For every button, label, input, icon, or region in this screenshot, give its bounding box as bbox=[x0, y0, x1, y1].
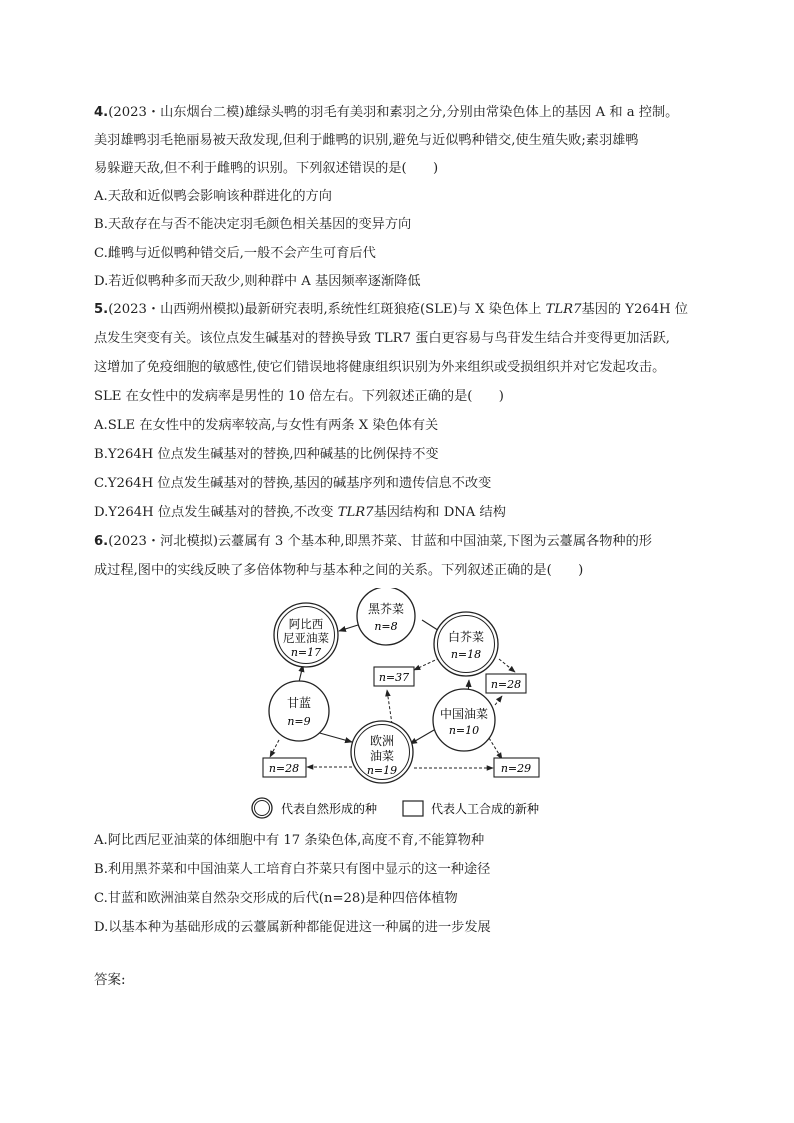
box-n28-right bbox=[486, 674, 526, 693]
q4-option-c: C.雌鸭与近似鸭种错交后,一般不会产生可育后代 bbox=[94, 246, 376, 261]
svg-text:n=19: n=19 bbox=[366, 764, 398, 777]
q4-option-a: A.天敌和近似鸭会影响该种群进化的方向 bbox=[94, 189, 332, 204]
q5-option-a: A.SLE 在女性中的发病率较高,与女性有两条 X 染色体有关 bbox=[94, 418, 439, 433]
q4-option-b: B.天敌存在与否不能决定羽毛颜色相关基因的变异方向 bbox=[94, 217, 412, 232]
box-n29 bbox=[494, 758, 539, 777]
q4-stem-line-3: 易躲避天敌,但不利于雌鸭的识别。下列叙述错误的是( ) bbox=[94, 161, 439, 176]
q5-stem-line-4: SLE 在女性中的发病率是男性的 10 倍左右。下列叙述正确的是( ) bbox=[94, 389, 504, 404]
svg-text:n=37: n=37 bbox=[378, 671, 410, 684]
svg-text:甘蓝: 甘蓝 bbox=[286, 696, 312, 710]
legend-artificial-label: 代表人工合成的新种 bbox=[431, 802, 540, 816]
gene-name: TLR7 bbox=[545, 302, 582, 317]
q4-number: 4. bbox=[94, 105, 109, 120]
svg-text:欧洲: 欧洲 bbox=[369, 734, 395, 748]
svg-text:中国油菜: 中国油菜 bbox=[439, 707, 489, 721]
node-abixiya bbox=[274, 603, 338, 667]
q5-option-c: C.Y264H 位点发生碱基对的替换,基因的碱基序列和遗传信息不改变 bbox=[94, 476, 492, 491]
q5-number: 5. bbox=[94, 302, 109, 317]
q6-option-b: B.利用黑芥菜和中国油菜人工培育白芥菜只有图中显示的这一种途径 bbox=[94, 862, 491, 877]
q4-stem-line-2: 美羽雄鸭羽毛艳丽易被天敌发现,但利于雌鸭的识别,避免与近似鸭种错交,使生殖失败;素羽雄鸭 bbox=[94, 133, 639, 148]
q4-option-d: D.若近似鸭种多而天敌少,则种群中 A 基因频率逐渐降低 bbox=[94, 274, 421, 289]
svg-text:n=29: n=29 bbox=[500, 762, 532, 775]
node-ouzhou bbox=[351, 721, 413, 783]
svg-text:n=17: n=17 bbox=[290, 646, 322, 659]
box-n28-left bbox=[263, 758, 306, 777]
brassica-diagram bbox=[0, 588, 794, 828]
node-ganlan bbox=[269, 681, 329, 741]
q5-option-b: B.Y264H 位点发生碱基对的替换,四种碱基的比例保持不变 bbox=[94, 447, 439, 462]
legend-natural-label: 代表自然形成的种 bbox=[281, 802, 378, 816]
gene-name: TLR7 bbox=[337, 505, 374, 520]
q4-stem-line-1: 4.(2023・山东烟台二模)雄绿头鸭的羽毛有美羽和素羽之分,分别由常染色体上的基因 A 和 a 控制。 bbox=[94, 105, 679, 120]
q6-source: (2023・河北模拟) bbox=[108, 534, 218, 549]
q5-source: (2023・山西朔州模拟) bbox=[108, 302, 245, 317]
box-n37 bbox=[374, 667, 414, 686]
svg-text:黑芥菜: 黑芥菜 bbox=[367, 602, 405, 616]
q5-stem-line-2: 点发生突变有关。该位点发生碱基对的替换导致 TLR7 蛋白更容易与鸟苷发生结合并变得更加活跃, bbox=[94, 331, 670, 346]
svg-text:n=18: n=18 bbox=[450, 648, 482, 661]
q4-source: (2023・山东烟台二模) bbox=[108, 105, 245, 120]
svg-text:n=8: n=8 bbox=[374, 620, 398, 633]
q6-number: 6. bbox=[94, 534, 109, 549]
svg-text:油菜: 油菜 bbox=[369, 749, 395, 763]
svg-text:白芥菜: 白芥菜 bbox=[447, 630, 485, 644]
svg-text:阿比西: 阿比西 bbox=[288, 617, 324, 631]
q6-option-a: A.阿比西尼亚油菜的体细胞中有 17 条染色体,高度不育,不能算物种 bbox=[94, 833, 485, 848]
q6-stem-line-2: 成过程,图中的实线反映了多倍体物种与基本种之间的关系。下列叙述正确的是( ) bbox=[94, 563, 584, 578]
node-heijiecai bbox=[357, 588, 415, 645]
svg-text:n=28: n=28 bbox=[268, 762, 300, 775]
legend-box bbox=[403, 801, 423, 816]
node-zhongguo bbox=[433, 689, 495, 751]
q5-stem-line-1: 5.(2023・山西朔州模拟)最新研究表明,系统性红斑狼疮(SLE)与 X 染色体上 TLR7基因的 Y264H 位 bbox=[94, 302, 688, 317]
q6-option-d: D.以基本种为基础形成的云薹属新种都能促进这一种属的进一步发展 bbox=[94, 920, 491, 935]
q5-option-d: D.Y264H 位点发生碱基对的替换,不改变 TLR7基因结构和 DNA 结构 bbox=[94, 505, 506, 520]
answer-label: 答案: bbox=[94, 972, 126, 988]
q6-option-c: C.甘蓝和欧洲油菜自然杂交形成的后代(n=28)是种四倍体植物 bbox=[94, 891, 458, 906]
svg-text:n=9: n=9 bbox=[287, 715, 311, 728]
svg-text:n=28: n=28 bbox=[490, 678, 522, 691]
legend bbox=[252, 798, 539, 818]
node-baijiecai bbox=[434, 612, 498, 676]
svg-text:n=10: n=10 bbox=[448, 724, 480, 737]
q6-stem-line-1: 6.(2023・河北模拟)云薹属有 3 个基本种,即黑芥菜、甘蓝和中国油菜,下图为云薹属各物种的形 bbox=[94, 534, 652, 549]
svg-text:尼亚油菜: 尼亚油菜 bbox=[283, 631, 329, 645]
q5-stem-line-3: 这增加了免疫细胞的敏感性,使它们错误地将健康组织识别为外来组织或受损组织并对它发起攻击。 bbox=[94, 360, 666, 375]
